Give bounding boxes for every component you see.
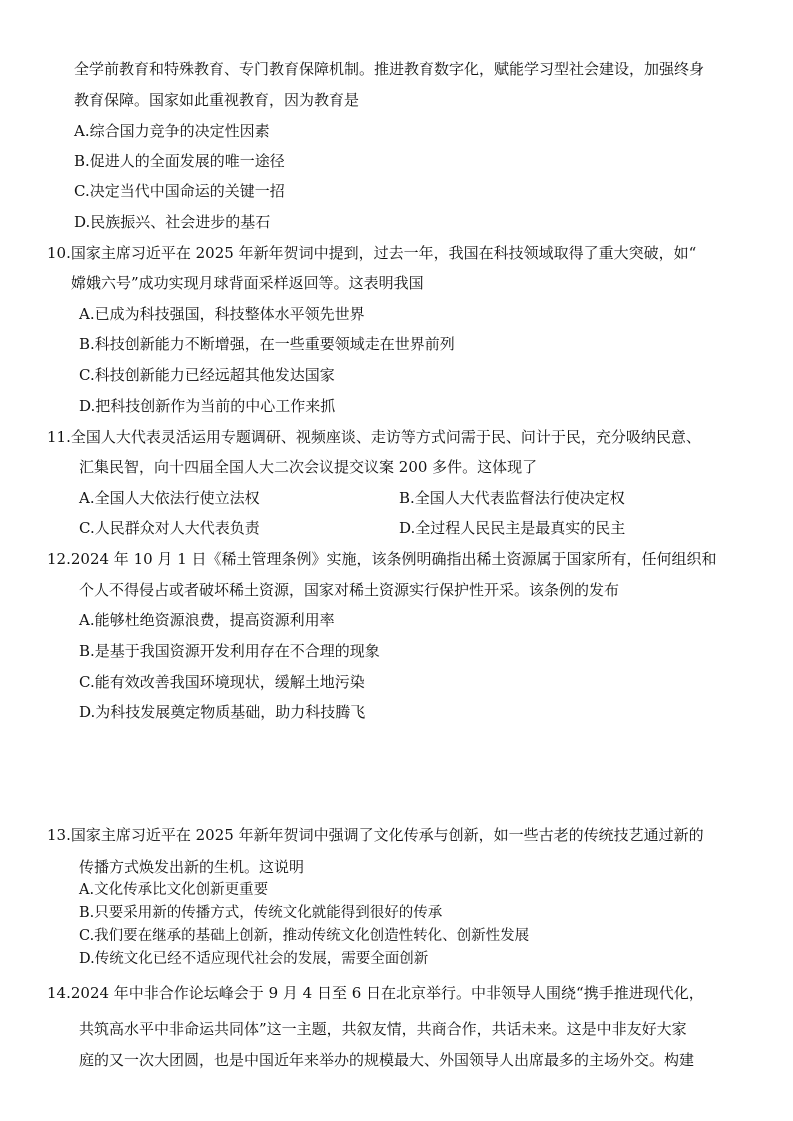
q10-option-a: A.已成为科技强国，科技整体水平领先世界	[79, 305, 365, 323]
q13-option-c: C.我们要在继承的基础上创新，推动传统文化创造性转化、创新性发展	[79, 928, 530, 944]
q13-option-a: A.文化传承比文化创新更重要	[79, 882, 269, 898]
q11-stem-line-2: 汇集民智，向十四届全国人大二次会议提交议案 200 多件。这体现了	[79, 458, 538, 476]
q10-stem-line-2: 嫦娥六号”成功实现月球背面采样返回等。这表明我国	[71, 274, 424, 292]
q13-stem-line-1: 13.国家主席习近平在 2025 年新年贺词中强调了文化传承与创新，如一些古老的传统技艺通过新的	[47, 826, 704, 844]
q12-option-b: B.是基于我国资源开发利用存在不合理的现象	[79, 642, 380, 660]
q13-stem-line-2: 传播方式焕发出新的生机。这说明	[79, 858, 305, 876]
q10-stem-line-1: 10.国家主席习近平在 2025 年新年贺词中提到，过去一年，我国在科技领域取得了重大突破，如“	[47, 244, 697, 262]
q12-option-d: D.为科技发展奠定物质基础，助力科技腾飞	[79, 703, 366, 721]
q13-option-b: B.只要采用新的传播方式，传统文化就能得到很好的传承	[79, 905, 443, 921]
q9-stem-line-1: 全学前教育和特殊教育、专门教育保障机制。推进教育数字化，赋能学习型社会建设，加强终身	[74, 60, 705, 78]
q10-option-b: B.科技创新能力不断增强，在一些重要领域走在世界前列	[79, 335, 455, 353]
q9-option-b: B.促进人的全面发展的唯一途径	[74, 152, 285, 170]
q12-stem-line-1: 12.2024 年 10 月 1 日《稀土管理条例》实施，该条例明确指出稀土资源属于国家所有，任何组织和	[47, 550, 717, 568]
q12-option-a: A.能够杜绝资源浪费，提高资源利用率	[79, 611, 335, 629]
q9-stem-line-2: 教育保障。国家如此重视教育，因为教育是	[74, 91, 360, 109]
q11-option-row-1	[79, 488, 719, 508]
q13-option-d: D.传统文化已经不适应现代社会的发展，需要全面创新	[79, 951, 429, 967]
q14-stem-line-1: 14.2024 年中非合作论坛峰会于 9 月 4 日至 6 日在北京举行。中非领导人围绕“携手推进现代化，	[47, 984, 704, 1002]
q11-stem-line-1: 11.全国人大代表灵活运用专题调研、视频座谈、走访等方式问需于民、问计于民，充分吸纳民意、	[47, 428, 701, 446]
q14-stem-line-3: 庭的又一次大团圆，也是中国近年来举办的规模最大、外国领导人出席最多的主场外交。构建	[79, 1051, 695, 1069]
q9-option-a: A.综合国力竞争的决定性因素	[74, 122, 270, 140]
q12-stem-line-2: 个人不得侵占或者破坏稀土资源，国家对稀土资源实行保护性开采。该条例的发布	[79, 581, 620, 599]
q11-option-b: B.全国人大代表监督法行使决定权	[399, 489, 625, 507]
q11-option-row-2	[79, 518, 719, 538]
q11-option-d: D.全过程人民民主是最真实的民主	[399, 519, 626, 537]
q12-option-c: C.能有效改善我国环境现状，缓解土地污染	[79, 673, 365, 691]
q9-option-c: C.决定当代中国命运的关键一招	[74, 182, 285, 200]
q9-option-d: D.民族振兴、社会进步的基石	[74, 213, 271, 231]
q10-option-c: C.科技创新能力已经远超其他发达国家	[79, 366, 335, 384]
q14-stem-line-2: 共筑高水平中非命运共同体”这一主题，共叙友情，共商合作，共话未来。这是中非友好大家	[79, 1020, 687, 1038]
q11-option-c: C.人民群众对人大代表负责	[79, 519, 260, 537]
q10-option-d: D.把科技创新作为当前的中心工作来抓	[79, 397, 336, 415]
q11-option-a: A.全国人大依法行使立法权	[79, 489, 260, 507]
